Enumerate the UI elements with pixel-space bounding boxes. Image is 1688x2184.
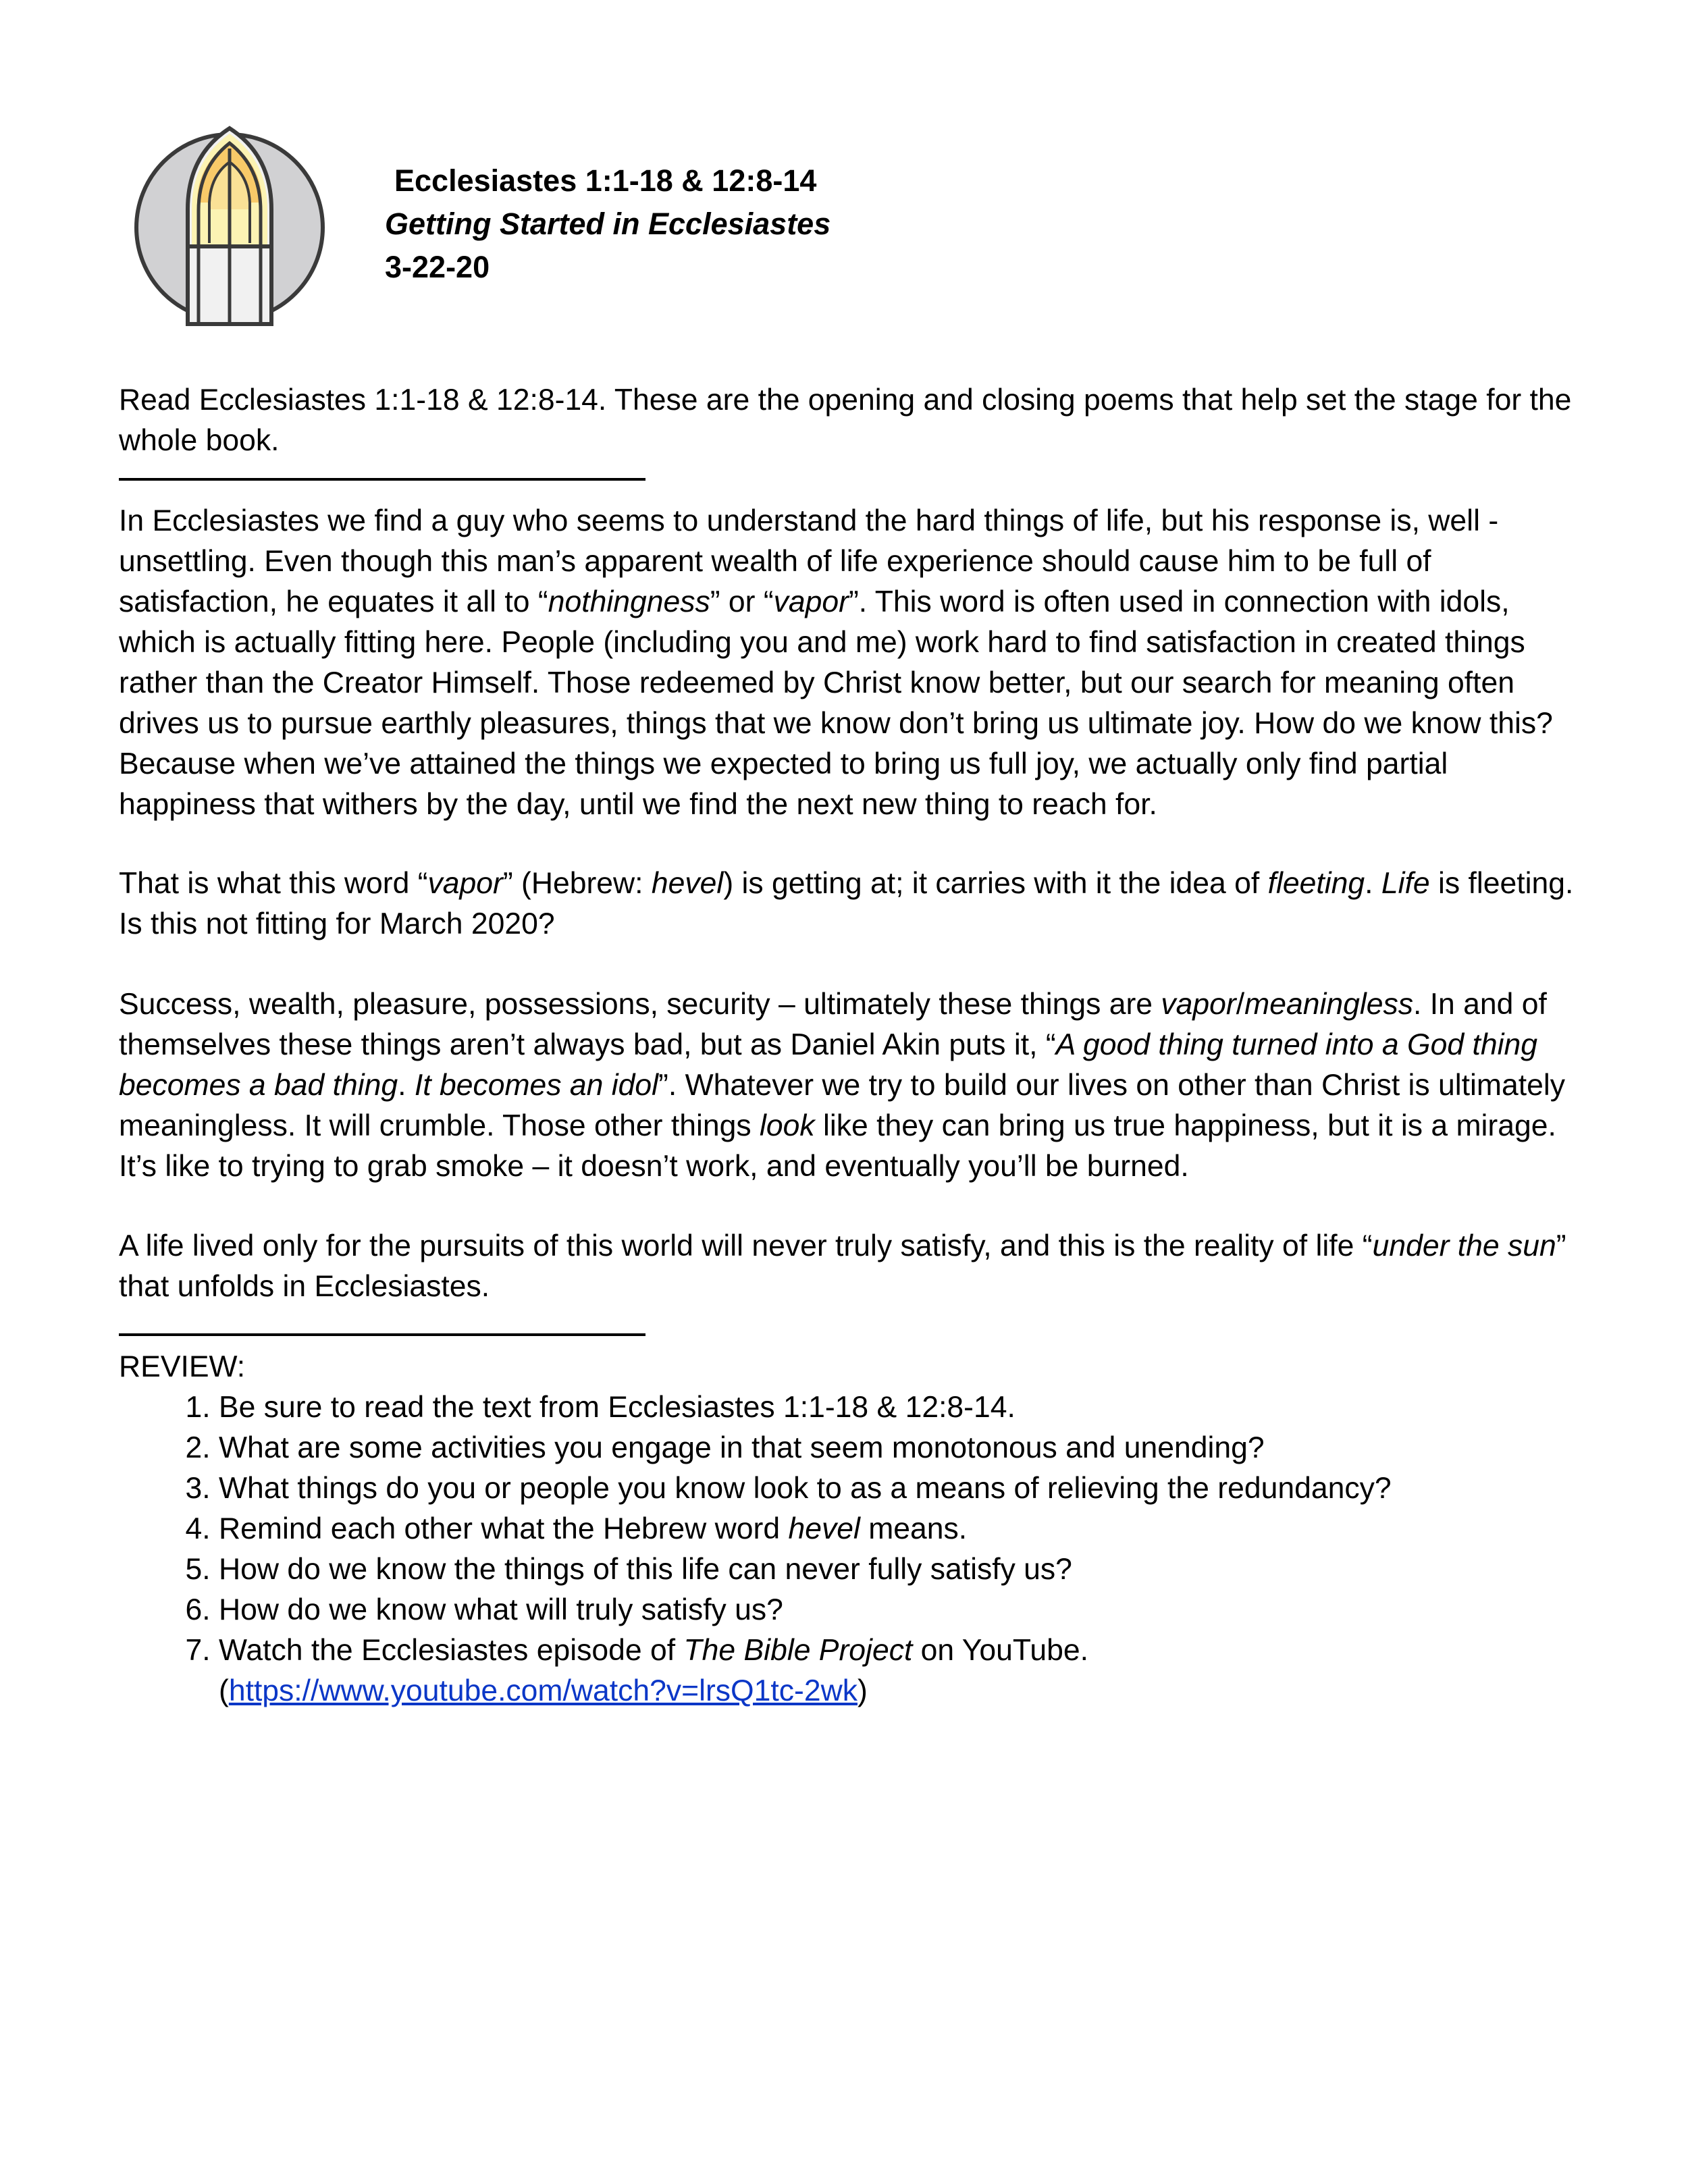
text-span: means. [860,1512,968,1545]
emphasis: It becomes an idol [414,1069,659,1102]
page-title: Ecclesiastes 1:1-18 & 12:8-14 [394,163,817,198]
emphasis: A good thing turned into a God thing becomes a bad thing [119,1028,1538,1102]
text-span: ” (Hebrew: [502,867,652,900]
list-item: 3. What things do you or people you know look to as a means of relieving the redundancy? [219,1468,1392,1509]
paragraph-3 [119,984,1577,1187]
list-item: 6. How do we know what will truly satisfy us? [219,1590,1392,1630]
youtube-link[interactable]: https://www.youtube.com/watch?v=lrsQ1tc-2wk [228,1674,858,1707]
emphasis: vapor [773,585,849,618]
list-item: 2. What are some activities you engage in that seem monotonous and unending? [219,1428,1392,1468]
review-heading: REVIEW: [119,1350,246,1383]
text-span: In Ecclesiastes we find a guy who seems to understand the hard things of life, but his response is, well - unsettling. Even though this man’s apparent wealth of life experience should cause him to be full of satisfaction, he equates it all to “ [119,504,1499,618]
text-span: ”. Whatever we try to build our lives on other than Christ is ultimately meaningless. It will crumble. Those other things [119,1069,1565,1142]
text-span: Success, wealth, pleasure, possessions, security – ultimately these things are [119,988,1161,1021]
text-span: like they can bring us true happiness, but it is a mirage. It’s like to trying to grab smoke – it doesn’t work, and eventually you’ll be burned. [119,1109,1556,1183]
text-span: on YouTube. [912,1634,1088,1667]
emphasis: fleeting [1267,867,1365,900]
list-item: 5. How do we know the things of this life can never fully satisfy us? [219,1549,1392,1590]
text-span: ) is getting at; it carries with it the idea of [723,867,1268,900]
emphasis: meaningless [1244,988,1413,1021]
text-span: A life lived only for the pursuits of this world will never truly satisfy, and this is the reality of life “ [119,1229,1373,1262]
text-span: . [398,1069,415,1102]
paragraph-2-text [119,863,1577,944]
emphasis: look [759,1109,815,1142]
paragraph-4 [119,1226,1577,1307]
list-item: 1. Be sure to read the text from Ecclesiastes 1:1-18 & 12:8-14. [219,1387,1392,1428]
text-span: / [1236,988,1245,1021]
paragraph-1-text [119,501,1577,825]
review-list [119,1387,1392,1711]
review-section [119,1347,1392,1711]
text-span: is fleeting. Is this not fitting for March 2020? [119,867,1574,940]
divider-line [119,1333,645,1336]
paragraph-2 [119,863,1577,944]
text-span: That is what this word “ [119,867,428,900]
text-span: . In and of themselves these things aren’t always bad, but as Daniel Akin puts it, “ [119,988,1547,1061]
divider-line [119,478,645,481]
page-date: 3-22-20 [385,250,490,284]
list-item [219,1509,1392,1549]
page-subtitle: Getting Started in Ecclesiastes [385,207,831,241]
text-span: Watch the Ecclesiastes episode of [219,1634,684,1667]
paragraph-4-text [119,1226,1577,1307]
text-span: ”. This word is often used in connection with idols, which is actually fitting here. People (including you and me) work hard to find satisfaction in created things rather than the Creator Himself. Those redeemed by Christ know better, but our search for meaning often drives us to pursue earthly pleasures, things that we know don’t bring us ultimate joy. How do we know this? Because when we’ve attained the things we expected to bring us full joy, we actually only find partial happiness that withers by the day, until we find the next new thing to reach for. [119,585,1553,821]
emphasis: under the sun [1372,1229,1556,1262]
paragraph-3-text [119,984,1577,1187]
emphasis: vapor [1161,988,1236,1021]
emphasis: hevel [651,867,724,900]
emphasis: nothingness [548,585,710,618]
emphasis: vapor [427,867,503,900]
list-item [219,1630,1392,1711]
intro-text: Read Ecclesiastes 1:1-18 & 12:8-14. These are the opening and closing poems that help set the stage for the whole book. [119,383,1572,457]
emphasis: Life [1381,867,1430,900]
text-span: ) [857,1674,868,1707]
text-span: ( [219,1674,229,1707]
text-span: ” that unfolds in Ecclesiastes. [119,1229,1566,1303]
intro-paragraph [119,380,1577,461]
church-window-logo [130,108,329,347]
text-span: ” or “ [710,585,774,618]
emphasis: hevel [788,1512,860,1545]
paragraph-1 [119,501,1577,825]
text-span: . [1365,867,1381,900]
header [385,159,830,289]
text-span: Remind each other what the Hebrew word [219,1512,789,1545]
emphasis: The Bible Project [683,1634,913,1667]
